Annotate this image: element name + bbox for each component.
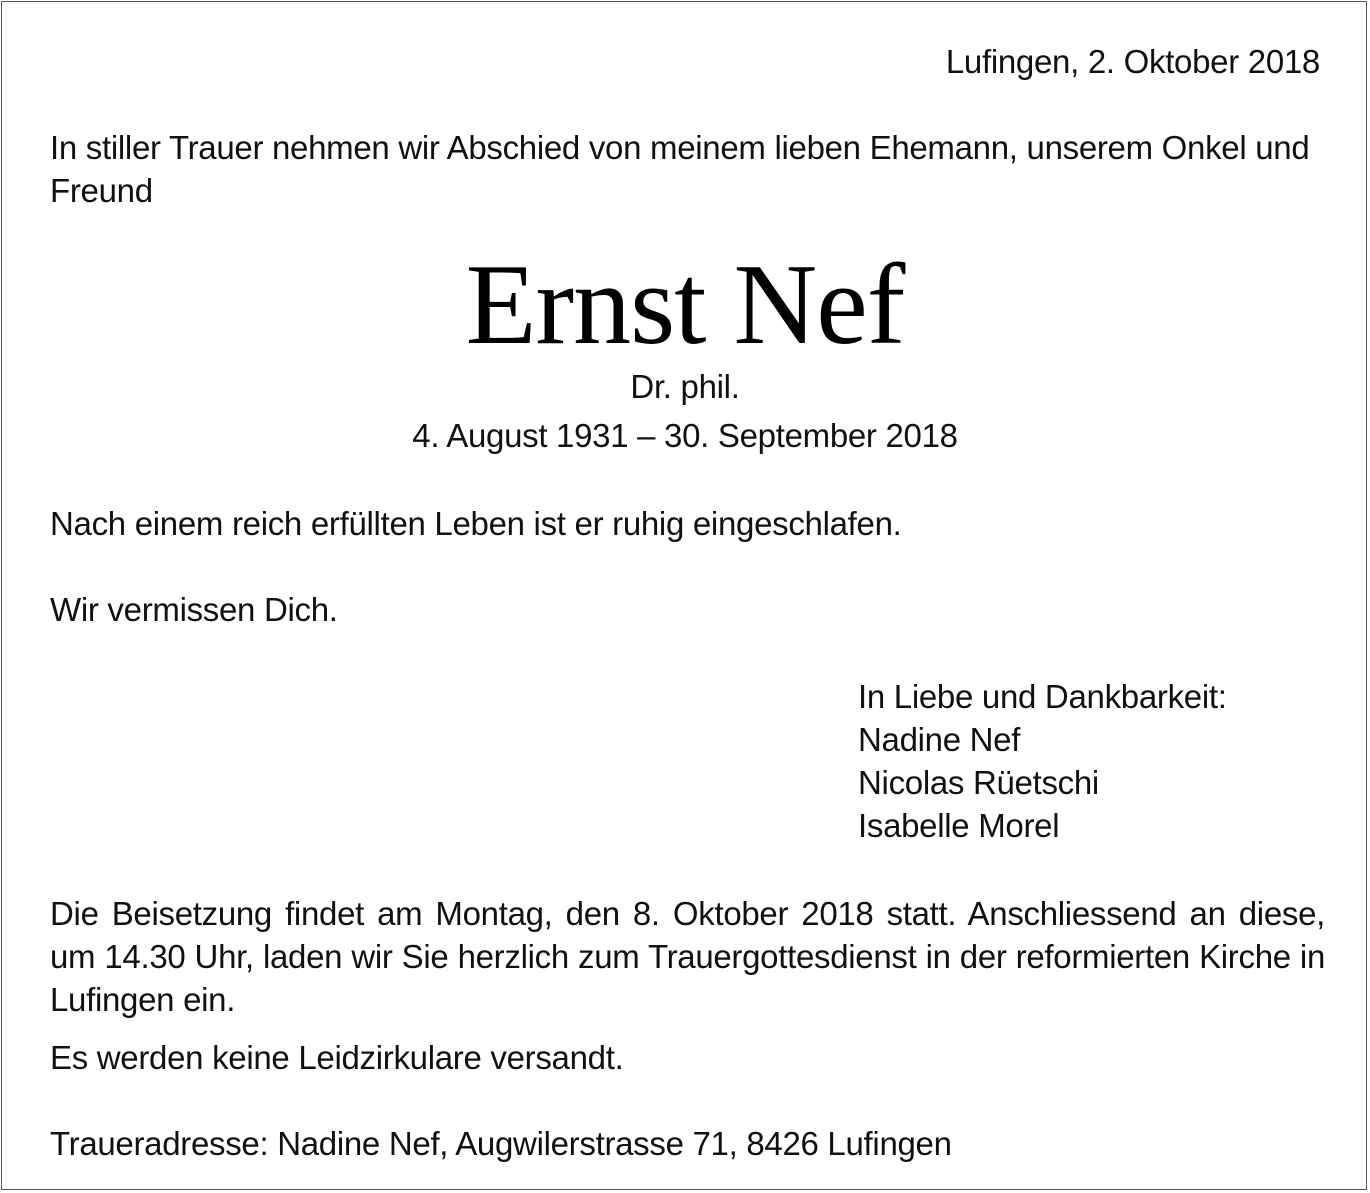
academic-title: Dr. phil. [630,368,740,405]
intro-text: In stiller Trauer nehmen wir Abschied von meinem lieben Ehemann, unserem Onkel und Freund [50,129,1310,209]
signoff-heading: In Liebe und Dankbarkeit: [858,678,1227,715]
deceased-name: Ernst Nef [465,241,905,369]
signoff-name: Isabelle Morel [858,807,1060,844]
mourning-address: Traueradresse: Nadine Nef, Augwilerstrasse 71, 8426 Lufingen [50,1125,952,1162]
place-date: Lufingen, 2. Oktober 2018 [945,43,1320,80]
sentence-fulfilled-life: Nach einem reich erfüllten Leben ist er ruhig eingeschlafen. [50,505,902,542]
circulars-note: Es werden keine Leidzirkulare versandt. [50,1039,624,1076]
signoff-name: Nadine Nef [858,721,1021,758]
signoff-name: Nicolas Rüetschi [858,764,1099,801]
life-dates: 4. August 1931 – 30. September 2018 [412,417,958,454]
funeral-info: Die Beisetzung findet am Montag, den 8. Oktober 2018 statt. Anschliessend an diese, um 14.30 Uhr, laden wir Sie herzlich zum Trauergottesdienst in der reformierten Kirche in Lufingen ein. [50,895,1325,1018]
sentence-we-miss-you: Wir vermissen Dich. [50,591,338,628]
